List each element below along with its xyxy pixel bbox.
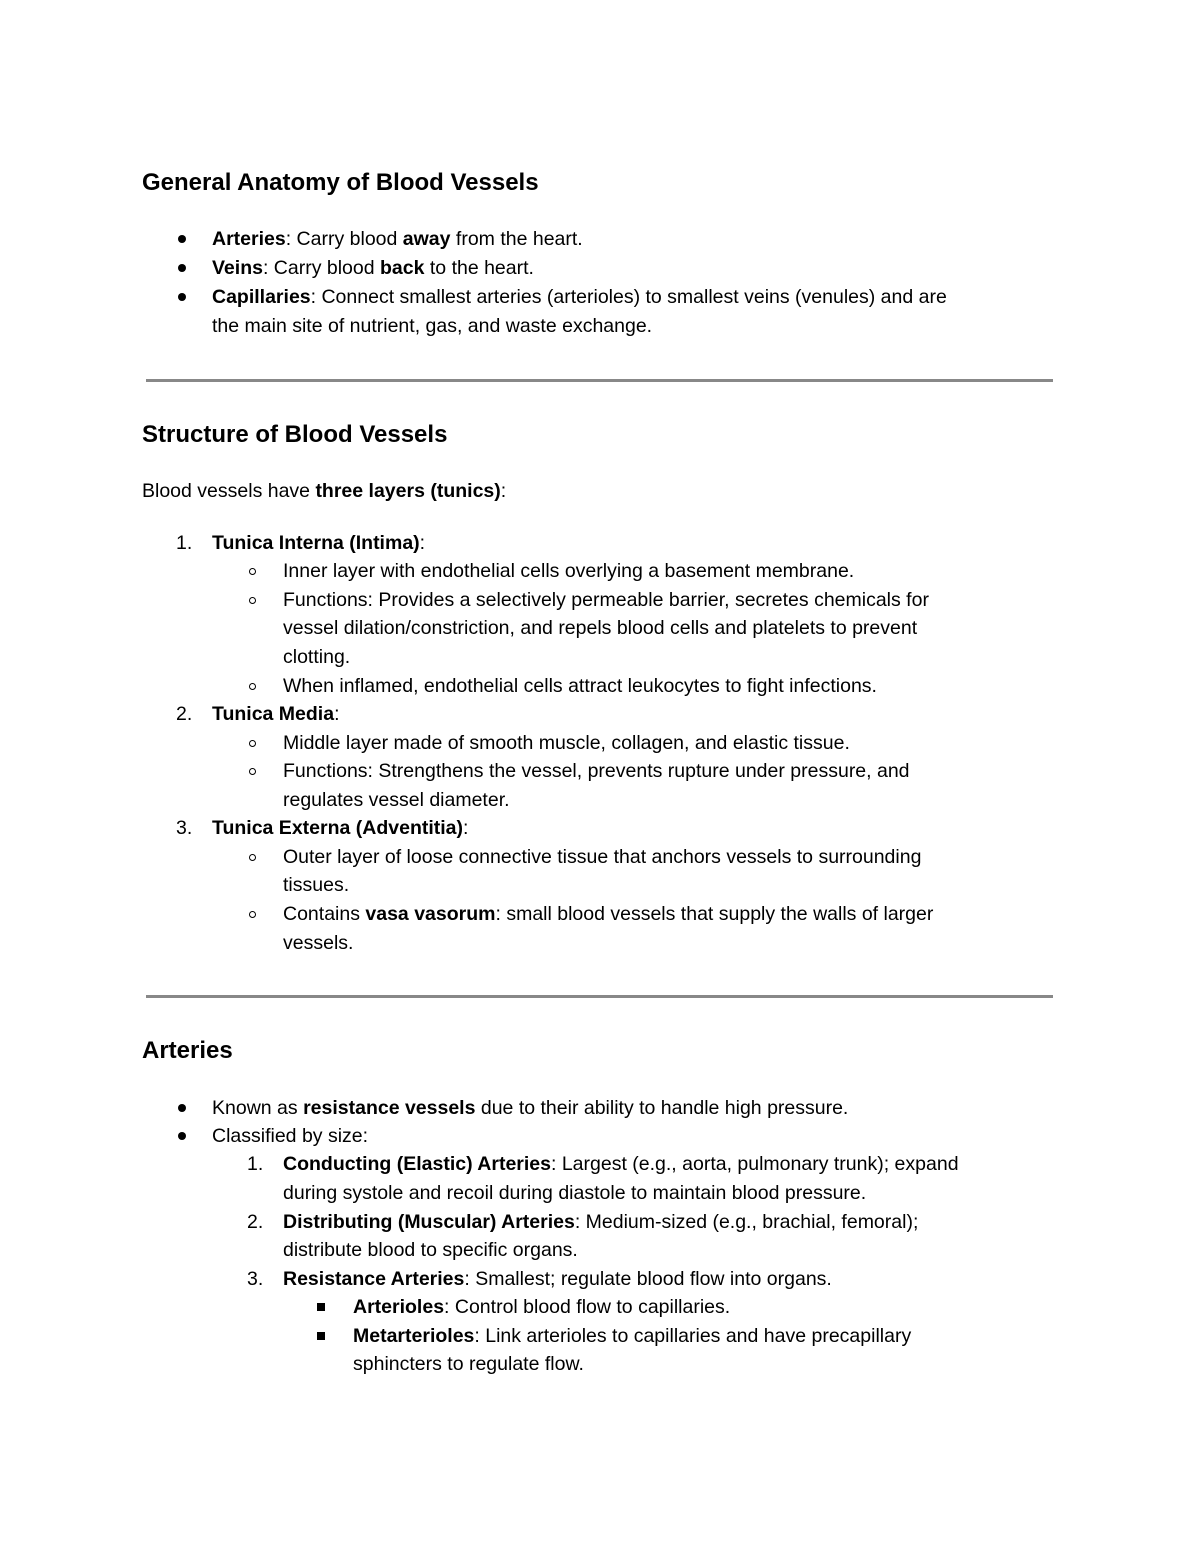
list-item: Classified by size: — [212, 1125, 369, 1147]
term: Resistance Arteries — [283, 1268, 465, 1290]
bullet-square-icon — [317, 1303, 325, 1311]
text: : — [334, 703, 340, 725]
text: Known as — [212, 1097, 304, 1119]
term: Tunica Externa (Adventitia) — [212, 817, 464, 839]
text: : small blood vessels that supply the walls of larger — [495, 903, 934, 925]
term: Distributing (Muscular) Arteries — [283, 1211, 575, 1233]
sub-item-resistance — [283, 1267, 832, 1291]
list-item-tunica-interna — [212, 531, 425, 555]
bullet-disc-icon — [178, 1104, 186, 1112]
bullet-circle-icon — [249, 568, 256, 575]
term: Tunica Interna (Intima) — [212, 532, 420, 554]
text: : Largest (e.g., aorta, pulmonary trunk); expand — [550, 1153, 959, 1175]
sub-item: Middle layer made of smooth muscle, collagen, and elastic tissue. — [283, 732, 850, 754]
list-number: 2. — [247, 1211, 264, 1233]
emphasis: three layers (tunics) — [315, 480, 501, 502]
heading-general-anatomy: General Anatomy of Blood Vessels — [142, 169, 539, 196]
list-item-capillaries — [212, 285, 947, 309]
bullet-circle-icon — [249, 597, 256, 604]
list-number: 2. — [176, 703, 193, 725]
term: Metarterioles — [353, 1325, 475, 1347]
bullet-circle-icon — [249, 854, 256, 861]
sub-item-distributing — [283, 1210, 918, 1234]
sub-sub-item — [353, 1295, 730, 1319]
list-number: 1. — [247, 1153, 264, 1175]
sub-item-cont: regulates vessel diameter. — [283, 789, 510, 811]
sub-item: When inflamed, endothelial cells attract leukocytes to fight infections. — [283, 675, 877, 697]
list-item-arteries — [212, 227, 583, 251]
emphasis: back — [380, 257, 425, 279]
term: Conducting (Elastic) Arteries — [283, 1153, 551, 1175]
bullet-circle-icon — [249, 740, 256, 747]
bullet-disc-icon — [178, 1132, 186, 1140]
list-number: 3. — [176, 817, 193, 839]
sub-item: Functions: Strengthens the vessel, prevents rupture under pressure, and — [283, 760, 910, 782]
text: due to their ability to handle high pressure. — [475, 1097, 849, 1119]
heading-arteries: Arteries — [142, 1037, 233, 1064]
text: : Carry blood — [262, 257, 381, 279]
emphasis: away — [402, 228, 451, 250]
sub-sub-item-cont: sphincters to regulate flow. — [353, 1353, 584, 1375]
text: : — [500, 480, 507, 502]
term: Tunica Media — [212, 703, 335, 725]
bullet-square-icon — [317, 1332, 325, 1340]
text: : Smallest; regulate blood flow into organs. — [464, 1268, 832, 1290]
list-number: 3. — [247, 1268, 264, 1290]
bullet-disc-icon — [178, 293, 186, 301]
sub-item: Inner layer with endothelial cells overlying a basement membrane. — [283, 560, 855, 582]
term: Capillaries — [212, 286, 311, 308]
term: Veins — [212, 257, 263, 279]
text: : Medium-sized (e.g., brachial, femoral); — [574, 1211, 919, 1233]
horizontal-rule — [146, 379, 1053, 382]
sub-item-cont: distribute blood to specific organs. — [283, 1239, 578, 1261]
list-item-tunica-media — [212, 702, 340, 726]
emphasis: vasa vasorum — [365, 903, 496, 925]
sub-item-cont: vessels. — [283, 932, 354, 954]
text: Blood vessels have — [142, 480, 316, 502]
sub-item-conducting — [283, 1152, 959, 1176]
sub-item-cont: during systole and recoil during diastole to maintain blood pressure. — [283, 1182, 867, 1204]
emphasis: resistance vessels — [303, 1097, 476, 1119]
text: to the heart. — [424, 257, 534, 279]
bullet-circle-icon — [249, 911, 256, 918]
intro-paragraph — [142, 479, 506, 503]
text: Contains — [283, 903, 366, 925]
list-number: 1. — [176, 532, 193, 554]
text: : Control blood flow to capillaries. — [444, 1296, 731, 1318]
sub-item: Functions: Provides a selectively permeable barrier, secretes chemicals for — [283, 589, 929, 611]
text: : — [419, 532, 426, 554]
text: : — [463, 817, 469, 839]
bullet-circle-icon — [249, 768, 256, 775]
list-item-capillaries-cont: the main site of nutrient, gas, and waste exchange. — [212, 315, 653, 337]
sub-item: Outer layer of loose connective tissue that anchors vessels to surrounding — [283, 846, 922, 868]
list-item-tunica-externa — [212, 816, 468, 840]
bullet-disc-icon — [178, 235, 186, 243]
bullet-circle-icon — [249, 683, 256, 690]
sub-item-cont: clotting. — [283, 646, 351, 668]
text: : Connect smallest arteries (arterioles) to smallest veins (venules) and are — [310, 286, 947, 308]
sub-item-cont: tissues. — [283, 874, 350, 896]
list-item — [212, 1096, 848, 1120]
horizontal-rule — [146, 995, 1053, 998]
heading-structure: Structure of Blood Vessels — [142, 421, 448, 448]
sub-item — [283, 902, 933, 926]
sub-sub-item — [353, 1324, 911, 1348]
bullet-disc-icon — [178, 264, 186, 272]
text: : Carry blood — [285, 228, 403, 250]
term: Arteries — [212, 228, 286, 250]
text: : Link arterioles to capillaries and have precapillary — [474, 1325, 912, 1347]
term: Arterioles — [353, 1296, 445, 1318]
sub-item-cont: vessel dilation/constriction, and repels blood cells and platelets to prevent — [283, 617, 918, 639]
list-item-veins — [212, 256, 534, 280]
text: from the heart. — [450, 228, 583, 250]
